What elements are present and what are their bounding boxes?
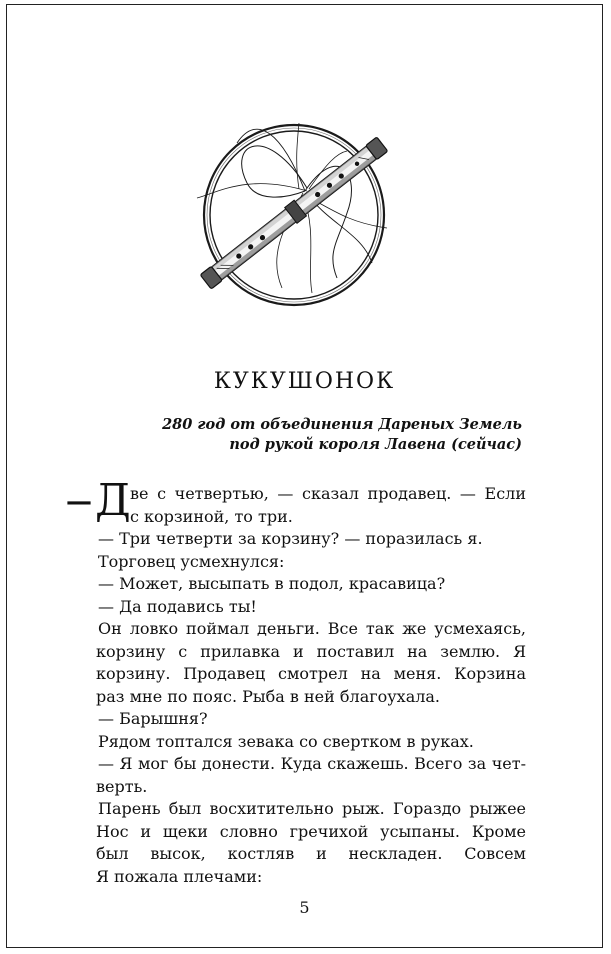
dropcap-dash: — <box>66 487 92 517</box>
text-line: Парень был восхитительно рыж. Гораздо рыжее <box>98 799 526 818</box>
text-line: раз мне по пояс. Рыба в ней благоухала. <box>96 686 441 706</box>
page-number: 5 <box>299 898 310 917</box>
epigraph <box>162 415 522 455</box>
text-line: Торговец усмехнулся: <box>98 551 285 571</box>
text-line: ве с четвертью, — сказал продавец. — Если <box>130 484 526 503</box>
text-line: Рядом топтался зевака со свертком в руках. <box>98 731 474 751</box>
text-line: — Я мог бы донести. Куда скажешь. Всего за чет- <box>98 754 526 773</box>
text-line: с корзиной, то три. <box>130 506 293 526</box>
epigraph-line: 280 год от объединения Дареных Земель <box>162 416 522 433</box>
book-page <box>6 4 603 948</box>
text-line: корзину с прилавка и поставил на землю. Я <box>96 641 526 661</box>
text-line: верть. <box>96 776 148 796</box>
chapter-title: КУКУШОНОК <box>213 369 396 394</box>
text-line: — Барышня? <box>98 709 208 728</box>
text-line: Я пожала плечами: <box>96 866 263 886</box>
epigraph-line: под рукой короля Лавена (сейчас) <box>229 436 522 453</box>
text-line: — Может, высыпать в подол, красавица? <box>98 574 446 593</box>
text-line: был высок, костляв и нескладен. Совсем <box>96 844 526 863</box>
opening-paragraph <box>66 475 526 528</box>
dropcap-letter: Д <box>95 475 131 526</box>
flute-emblem-illustration <box>187 103 401 317</box>
text-line: Он ловко поймал деньги. Все так же усмехаясь, <box>98 619 526 638</box>
text-line: — Три четверти за корзину? — поразилась я. <box>98 529 483 548</box>
text-line: корзину. Продавец смотрел на меня. Корзина <box>96 664 526 683</box>
text-line: Нос и щеки словно гречихой усыпаны. Кроме <box>96 821 526 841</box>
body-text <box>66 475 526 888</box>
text-line: — Да подавись ты! <box>98 596 257 616</box>
